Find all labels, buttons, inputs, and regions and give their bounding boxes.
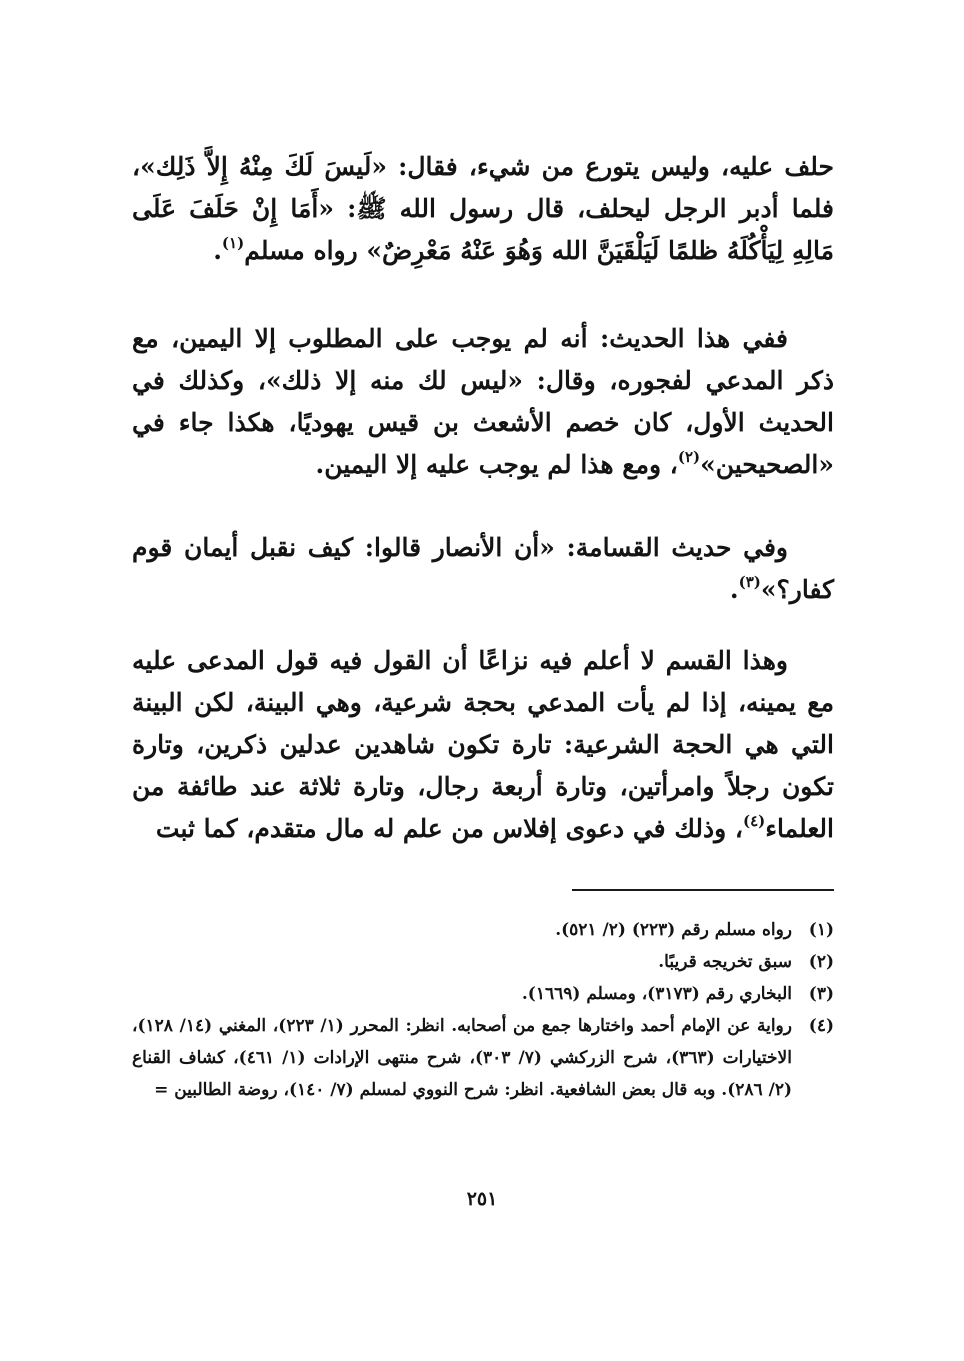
paragraph-3 — [132, 527, 834, 611]
page-number: ٢٥١ — [466, 1188, 498, 1210]
footnote-number: (٣) — [808, 984, 834, 1004]
paragraph-2 — [132, 318, 834, 486]
footnote-item — [132, 978, 834, 1010]
footnote-text: سبق تخريجه قريبًا. — [658, 952, 792, 972]
paragraph-4 — [132, 640, 834, 850]
footnote-marker[interactable]: (٣) — [738, 572, 761, 591]
footnote-number: (٤) — [808, 1016, 834, 1036]
paragraph-text: وهذا القسم لا أعلم فيه نزاعًا أن القول فيه قول المدعى عليه مع يمينه، إذا لم يأت المدعي بحجة شرعية، وهي البينة، لكن البينة التي هي الحجة الشرعية: تارة تكون شاهدين عدلين ذكرين، وتارة تكون رجلاً وامرأتين، وتارة أربعة رجال، وتارة ثلاثة عند طائفة من العلماء$^{(٤)}$، وذلك في دعوى إفلاس من علم له مال متقدم، كما ثبت — [132, 646, 834, 843]
footnote-separator — [572, 889, 834, 891]
footnote-number: (١) — [808, 920, 834, 940]
footnote-item — [132, 1010, 834, 1106]
footnote-text: رواه مسلم رقم (٢٢٣) (٢/ ٥٢١). — [555, 920, 792, 940]
paragraph-text: ففي هذا الحديث: أنه لم يوجب على المطلوب إلا اليمين، مع ذكر المدعي لفجوره، وقال: «ليس لك منه إلا ذلك»، وكذلك في الحديث الأول، كان خصم الأشعث بن قيس يهوديًا، هكذا جاء في «الصحيحين»$^{(٢)}$، ومع هذا لم يوجب عليه إلا اليمين. — [132, 324, 834, 479]
footnote-item — [132, 946, 834, 978]
footnote-text: رواية عن الإمام أحمد واختارها جمع من أصحابه. انظر: المحرر (١/ ٢٢٣)، المغني (١٤/ ١٢٨)، الاختيارات (٣٦٣)، شرح الزركشي (٧/ ٣٠٣)، شرح منتهى الإرادات (١/ ٤٦١)، كشاف القناع (٢/ ٢٨٦). وبه قال بعض الشافعية. انظر: شرح النووي لمسلم (٧/ ١٤٠)، روضة الطالبين = — [132, 1016, 792, 1100]
footnote-text: البخاري رقم (٣١٧٣)، ومسلم (١٦٦٩). — [521, 984, 792, 1004]
footnotes — [132, 914, 834, 1106]
footnote-marker[interactable]: (٤) — [742, 811, 766, 830]
footnote-marker[interactable]: (٢) — [677, 447, 701, 466]
paragraph-1 — [132, 146, 834, 272]
footnote-number: (٢) — [808, 952, 834, 972]
footnote-item — [132, 914, 834, 946]
paragraph-text: وفي حديث القسامة: «أن الأنصار قالوا: كيف نقبل أيمان قوم كفار؟»$^{(٣)}$. — [132, 533, 834, 604]
paragraph-text: حلف عليه، وليس يتورع من شيء، فقال: «لَيسَ لَكَ مِنْهُ إِلاَّ ذَلِك»، فلما أدبر الرجل ليحلف، قال رسول الله ﷺ: «أَمَا إِنْ حَلَفَ عَلَى مَالِهِ لِيَأْكُلَهُ ظلمًا لَيَلْقَيَنَّ الله وَهُوَ عَنْهُ مَعْرِضٌ» رواه مسلم$^{(١)}$. — [132, 152, 834, 265]
footnote-marker[interactable]: (١) — [221, 233, 245, 252]
